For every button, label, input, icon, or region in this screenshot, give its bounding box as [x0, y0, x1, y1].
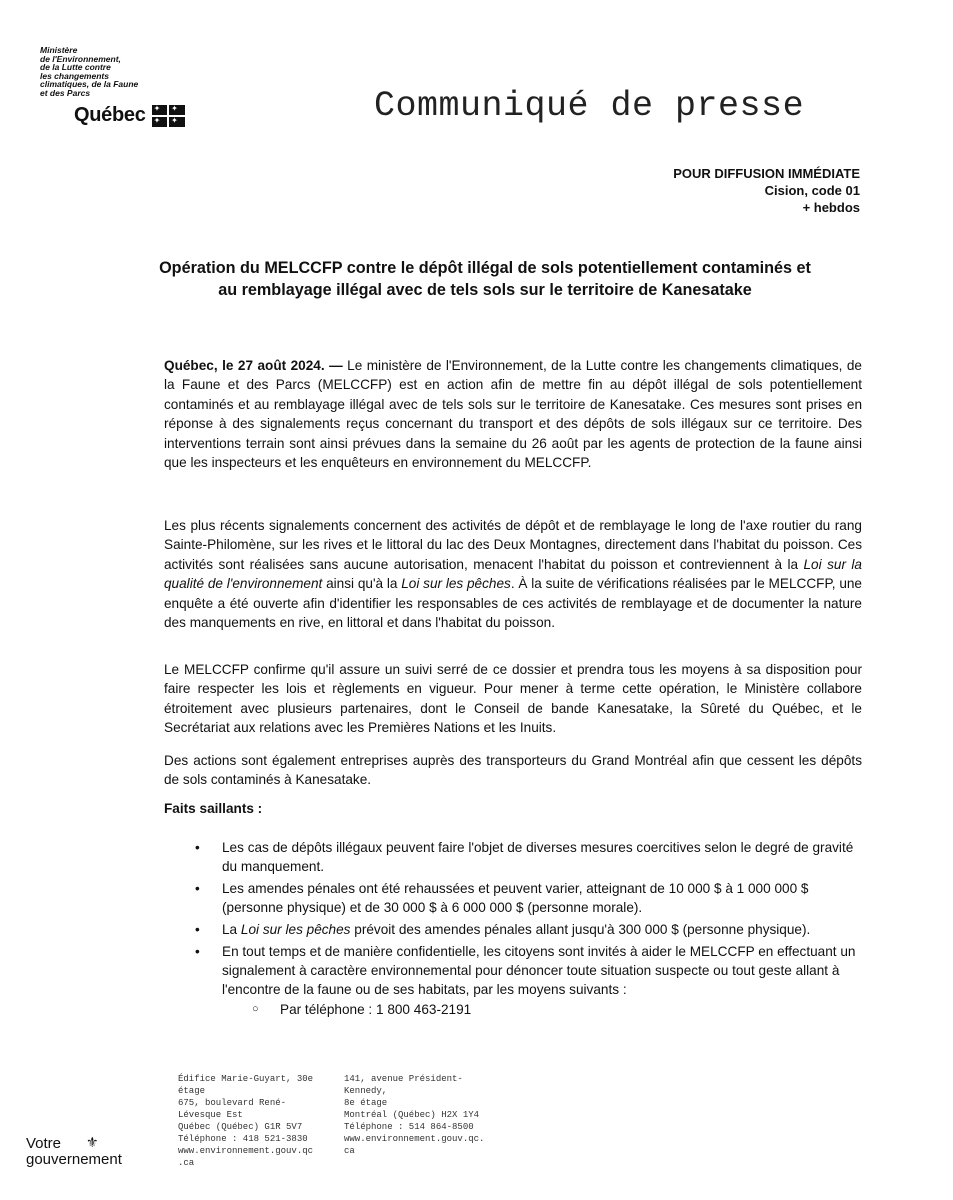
headline: Opération du MELCCFP contre le dépôt illégal de sols potentiellement contaminés et au remblayage illégal avec de tels sols sur le territoire de Kanesatake — [159, 259, 811, 299]
logo-line: Votre — [26, 1135, 62, 1152]
paragraph — [164, 516, 862, 632]
ministry-line: Ministère — [40, 45, 78, 55]
paragraph-text: ainsi qu'à la — [322, 576, 402, 592]
ministry-name — [40, 46, 200, 98]
ministry-line: les changements — [40, 70, 109, 81]
law-title: Loi sur les pêches — [240, 922, 351, 937]
ministry-line: climatiques, de la Faune — [40, 79, 139, 90]
address-quebec: Édifice Marie-Guyart, 30e étage 675, boulevard René- Lévesque Est Québec (Québec) G1R 5V7 Téléphone : 418 521-3830 www.environnement.gouv.qc .ca — [178, 1074, 314, 1168]
release-info — [673, 165, 860, 216]
document-title: Communiqué de presse — [374, 86, 805, 126]
bullet-icon: • — [195, 840, 200, 855]
release-line: + hebdos — [802, 200, 860, 215]
phone-contact: Par téléphone : 1 800 463-2191 — [280, 1002, 472, 1017]
bullet-icon: • — [195, 881, 200, 896]
section-heading: Faits saillants : — [164, 801, 263, 816]
quebec-flag-icon — [152, 105, 185, 127]
paragraph — [164, 356, 862, 472]
logo-line: gouvernement — [26, 1151, 122, 1168]
list-item-text: prévoit des amendes pénales allant jusqu'à 300 000 $ (personne physique). — [350, 922, 811, 937]
list-item — [195, 879, 865, 917]
ministry-line: de l'Environnement, — [40, 53, 121, 64]
paragraph-text: Le ministère de l'Environnement, de la Lutte contre les changements climatiques, de la Faune et des Parcs (MELCCFP) est en action afin de mettre fin au dépôt illégal de sols potentiellement contaminés et au remblayage illégal avec de tels sols sur le territoire de Kanesatake. Ces mesures sont prises en réponse à des signalements reçus concernant du transport et des dépôts de sols illégaux sur ce territoire. Des interventions terrain sont ainsi prévues dans la semaine du 26 août par les agents de protection de la faune ainsi que les inspecteurs et les enquêteurs en environnement du MELCCFP. — [164, 358, 862, 471]
address-montreal: 141, avenue Président- Kennedy, 8e étage Montréal (Québec) H2X 1Y4 Téléphone : 514 864-8500 www.environnement.gouv.qc. ca — [344, 1074, 485, 1156]
list-item-text: En tout temps et de manière confidentielle, les citoyens sont invités à aider le MELCCFP en effectuant un signalement à caractère environnemental pour dénoncer toute situation suspecte ou tout geste allant à l'encontre de la faune ou de ses habitats, par les moyens suivants : — [222, 944, 856, 997]
votre-gouvernement-logo — [26, 1136, 122, 1168]
bullet-list — [195, 838, 865, 1022]
release-line: POUR DIFFUSION IMMÉDIATE — [673, 166, 860, 181]
list-item-text: Les amendes pénales ont été rehaussées et peuvent varier, atteignant de 10 000 $ à 1 000 000 $ (personne physique) et de 30 000 $ à 6 000 000 $ (personne morale). — [222, 881, 809, 915]
list-item — [195, 838, 865, 876]
ministry-line: de la Lutte contre — [40, 62, 111, 73]
fleur-de-lis-icon: ⚜ — [86, 1134, 99, 1150]
ministry-line: et des Parcs — [40, 87, 91, 98]
paragraph-text: . À la suite de vérifications réalisées par le MELCCFP, une enquête a été ouverte afin d'identifier les responsables de ces activités de remblayage et de documenter la nature des manquements en rive, en littoral et dans l'habitat du poisson. — [164, 576, 862, 631]
bullet-icon: • — [195, 944, 200, 959]
paragraph: Le MELCCFP confirme qu'il assure un suivi serré de ce dossier et prendra tous les moyens à sa disposition pour faire respecter les lois et règlements en vigueur. Pour mener à terme cette opération, le Ministère collabore étroitement avec plusieurs partenaires, dont le Conseil de bande Kanesatake, la Sûreté du Québec, et le Secrétariat aux relations avec les Premières Nations et les Inuits. — [164, 662, 862, 736]
law-title: Loi sur les pêches — [401, 576, 511, 592]
law-title: Loi sur la qualité de l'environnement — [164, 556, 862, 592]
list-item — [195, 942, 865, 1019]
paragraph-text: Les plus récents signalements concernent des activités de dépôt et de remblayage le long de l'axe routier du rang Sainte-Philomène, sur les rives et le littoral du lac des Deux Montagnes, directement dans l'habitat du poisson. Ces activités sont réalisées sans aucune autorisation, menacent l'habitat du poisson et contreviennent à la — [164, 518, 862, 572]
circle-bullet-icon: ○ — [252, 1003, 259, 1015]
list-item-text: La — [222, 922, 241, 937]
dateline: Québec, le 27 août 2024. — — [164, 358, 343, 373]
quebec-wordmark: Québec — [74, 104, 146, 126]
list-item — [195, 920, 865, 939]
sub-list-item — [222, 1000, 865, 1019]
bullet-icon: • — [195, 922, 200, 937]
paragraph: Des actions sont également entreprises auprès des transporteurs du Grand Montréal afin que cessent les dépôts de sols contaminés à Kanesatake. — [164, 753, 862, 788]
release-line: Cision, code 01 — [764, 183, 860, 198]
list-item-text: Les cas de dépôts illégaux peuvent faire l'objet de diverses mesures coercitives selon le degré de gravité du manquement. — [222, 840, 854, 874]
quebec-logo — [74, 104, 185, 127]
